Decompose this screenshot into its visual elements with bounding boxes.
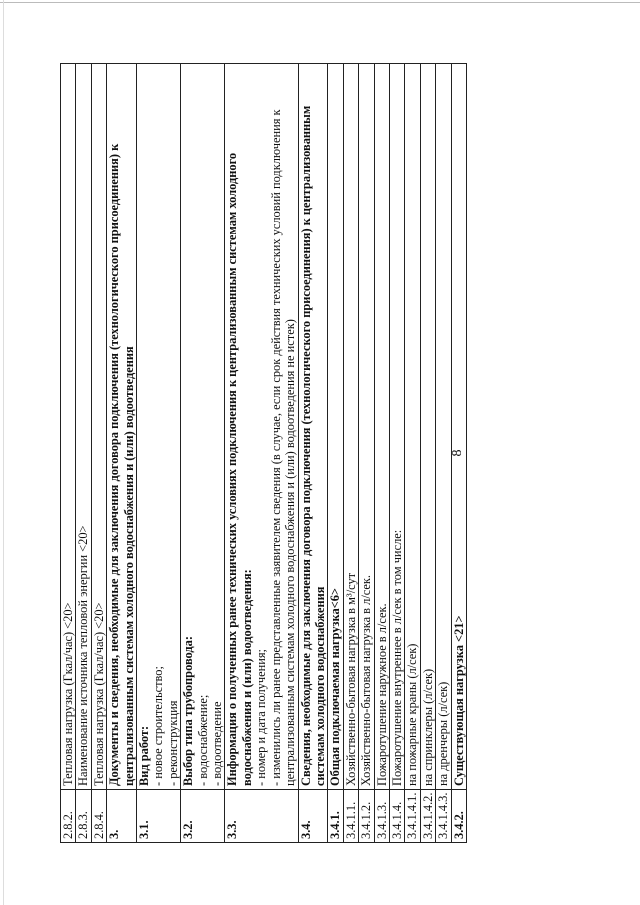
row-text-line: Тепловая нагрузка (Гкал/час) <20> — [61, 602, 75, 786]
row-text-line: на спринклеры (л/сек) — [420, 668, 435, 786]
table-row — [436, 64, 451, 843]
rotated-table-container — [60, 63, 552, 843]
row-number: 3.4.1.1. — [343, 790, 358, 843]
row-text-cell — [328, 64, 343, 790]
row-text-cell — [451, 64, 466, 790]
row-text-line: Информация о полученных ранее технических условиях подключения к централизованным системам холодного водоснабжения и (или) водоотведения: — [225, 152, 254, 786]
table-row — [328, 64, 343, 843]
row-text-cell — [359, 64, 374, 790]
page-left-rule — [3, 0, 4, 905]
row-number: 3.4.1.4.1. — [405, 790, 420, 843]
table-row — [374, 64, 389, 843]
row-number: 3.4.1.4.3. — [436, 790, 451, 843]
row-text-line: - реконструкция — [165, 700, 180, 786]
row-text-cell — [374, 64, 389, 790]
row-text-line: - номер и дата получения; — [254, 649, 269, 786]
row-text-cell — [181, 64, 225, 790]
row-text-cell — [298, 64, 328, 790]
row-text-cell — [76, 64, 91, 790]
row-text-line: Вид работ: — [137, 725, 152, 786]
row-text-cell — [91, 64, 106, 790]
requirements-table-body — [61, 64, 467, 843]
row-text-line: Документы и сведения, необходимые для заключения договора подключения (технологического присоединения) к централизованным системам холодного водоснабжения и (или) водоотведения — [107, 143, 136, 786]
page-number: 8 — [450, 449, 465, 457]
row-text-line: Хозяйственно-бытовая нагрузка в л/сек. — [359, 574, 374, 786]
row-text-cell — [420, 64, 435, 790]
row-number: 2.8.3. — [76, 790, 91, 843]
table-row — [359, 64, 374, 843]
row-number: 3.4.2. — [451, 790, 466, 843]
table-row — [61, 64, 76, 843]
row-number: 3.1. — [137, 790, 181, 843]
table-row — [137, 64, 181, 843]
row-text-line: Пожаротушение внутреннее в л/сек в том числе: — [389, 529, 404, 786]
table-row — [181, 64, 225, 843]
requirements-table — [60, 63, 467, 843]
row-number: 3.4.1. — [328, 790, 343, 843]
row-text-cell — [405, 64, 420, 790]
row-number: 3. — [107, 790, 137, 843]
row-text-line: - изменились ли ранее представленные заявителем сведения (в случае, если срок действия технических условий подключения к централизованным системам холодного водоснабжения и (или) водоотведения не истек) — [268, 109, 298, 786]
table-row — [451, 64, 466, 843]
row-text-cell — [389, 64, 404, 790]
row-text-line: Наименование источника тепловой энергии <20> — [76, 525, 91, 786]
row-number: 3.4.1.4. — [389, 790, 404, 843]
row-number: 2.8.2. — [61, 790, 76, 843]
table-row — [343, 64, 358, 843]
table-row — [405, 64, 420, 843]
table-row — [76, 64, 91, 843]
row-text-cell — [225, 64, 298, 790]
table-row — [420, 64, 435, 843]
row-text-line: Хозяйственно-бытовая нагрузка в м³/сут — [343, 572, 358, 786]
row-text-cell — [137, 64, 181, 790]
row-text-line: на дренчеры (л/сек) — [436, 681, 451, 786]
table-row — [107, 64, 137, 843]
row-text-line: Тепловая нагрузка (Гкал/час) <20> — [91, 602, 106, 786]
row-number: 3.4.1.2. — [359, 790, 374, 843]
row-number: 2.8.4. — [91, 790, 106, 843]
row-text-line: - новое строительство; — [151, 666, 166, 786]
row-text-line: - водоснабжение; — [195, 694, 210, 786]
row-text-line: Выбор типа трубопровода: — [181, 636, 196, 786]
row-text-line: на пожарные краны (л/сек) — [405, 643, 420, 786]
row-number: 3.2. — [181, 790, 225, 843]
row-text-line: Сведения, необходимые для заключения договора подключения (технологического присоединения) к централизованным системам холодного водоснабжения — [298, 105, 327, 786]
table-row — [91, 64, 106, 843]
page-top-rule — [0, 2, 640, 3]
row-number: 3.3. — [225, 790, 298, 843]
row-text-line: Общая подключаемая нагрузка<6> — [328, 588, 343, 786]
row-text-cell — [343, 64, 358, 790]
row-text-cell — [107, 64, 137, 790]
row-text-cell — [61, 64, 76, 790]
row-text-line: - водоотведение — [210, 701, 225, 786]
table-row — [389, 64, 404, 843]
row-number: 3.4. — [298, 790, 328, 843]
row-number: 3.4.1.4.2. — [420, 790, 435, 843]
row-text-line: Существующая нагрузка <21> — [451, 615, 466, 786]
table-row — [298, 64, 328, 843]
row-text-cell — [436, 64, 451, 790]
row-number: 3.4.1.3. — [374, 790, 389, 843]
table-row — [225, 64, 298, 843]
row-text-line: Пожаротушение наружное в л/сек. — [374, 603, 389, 786]
